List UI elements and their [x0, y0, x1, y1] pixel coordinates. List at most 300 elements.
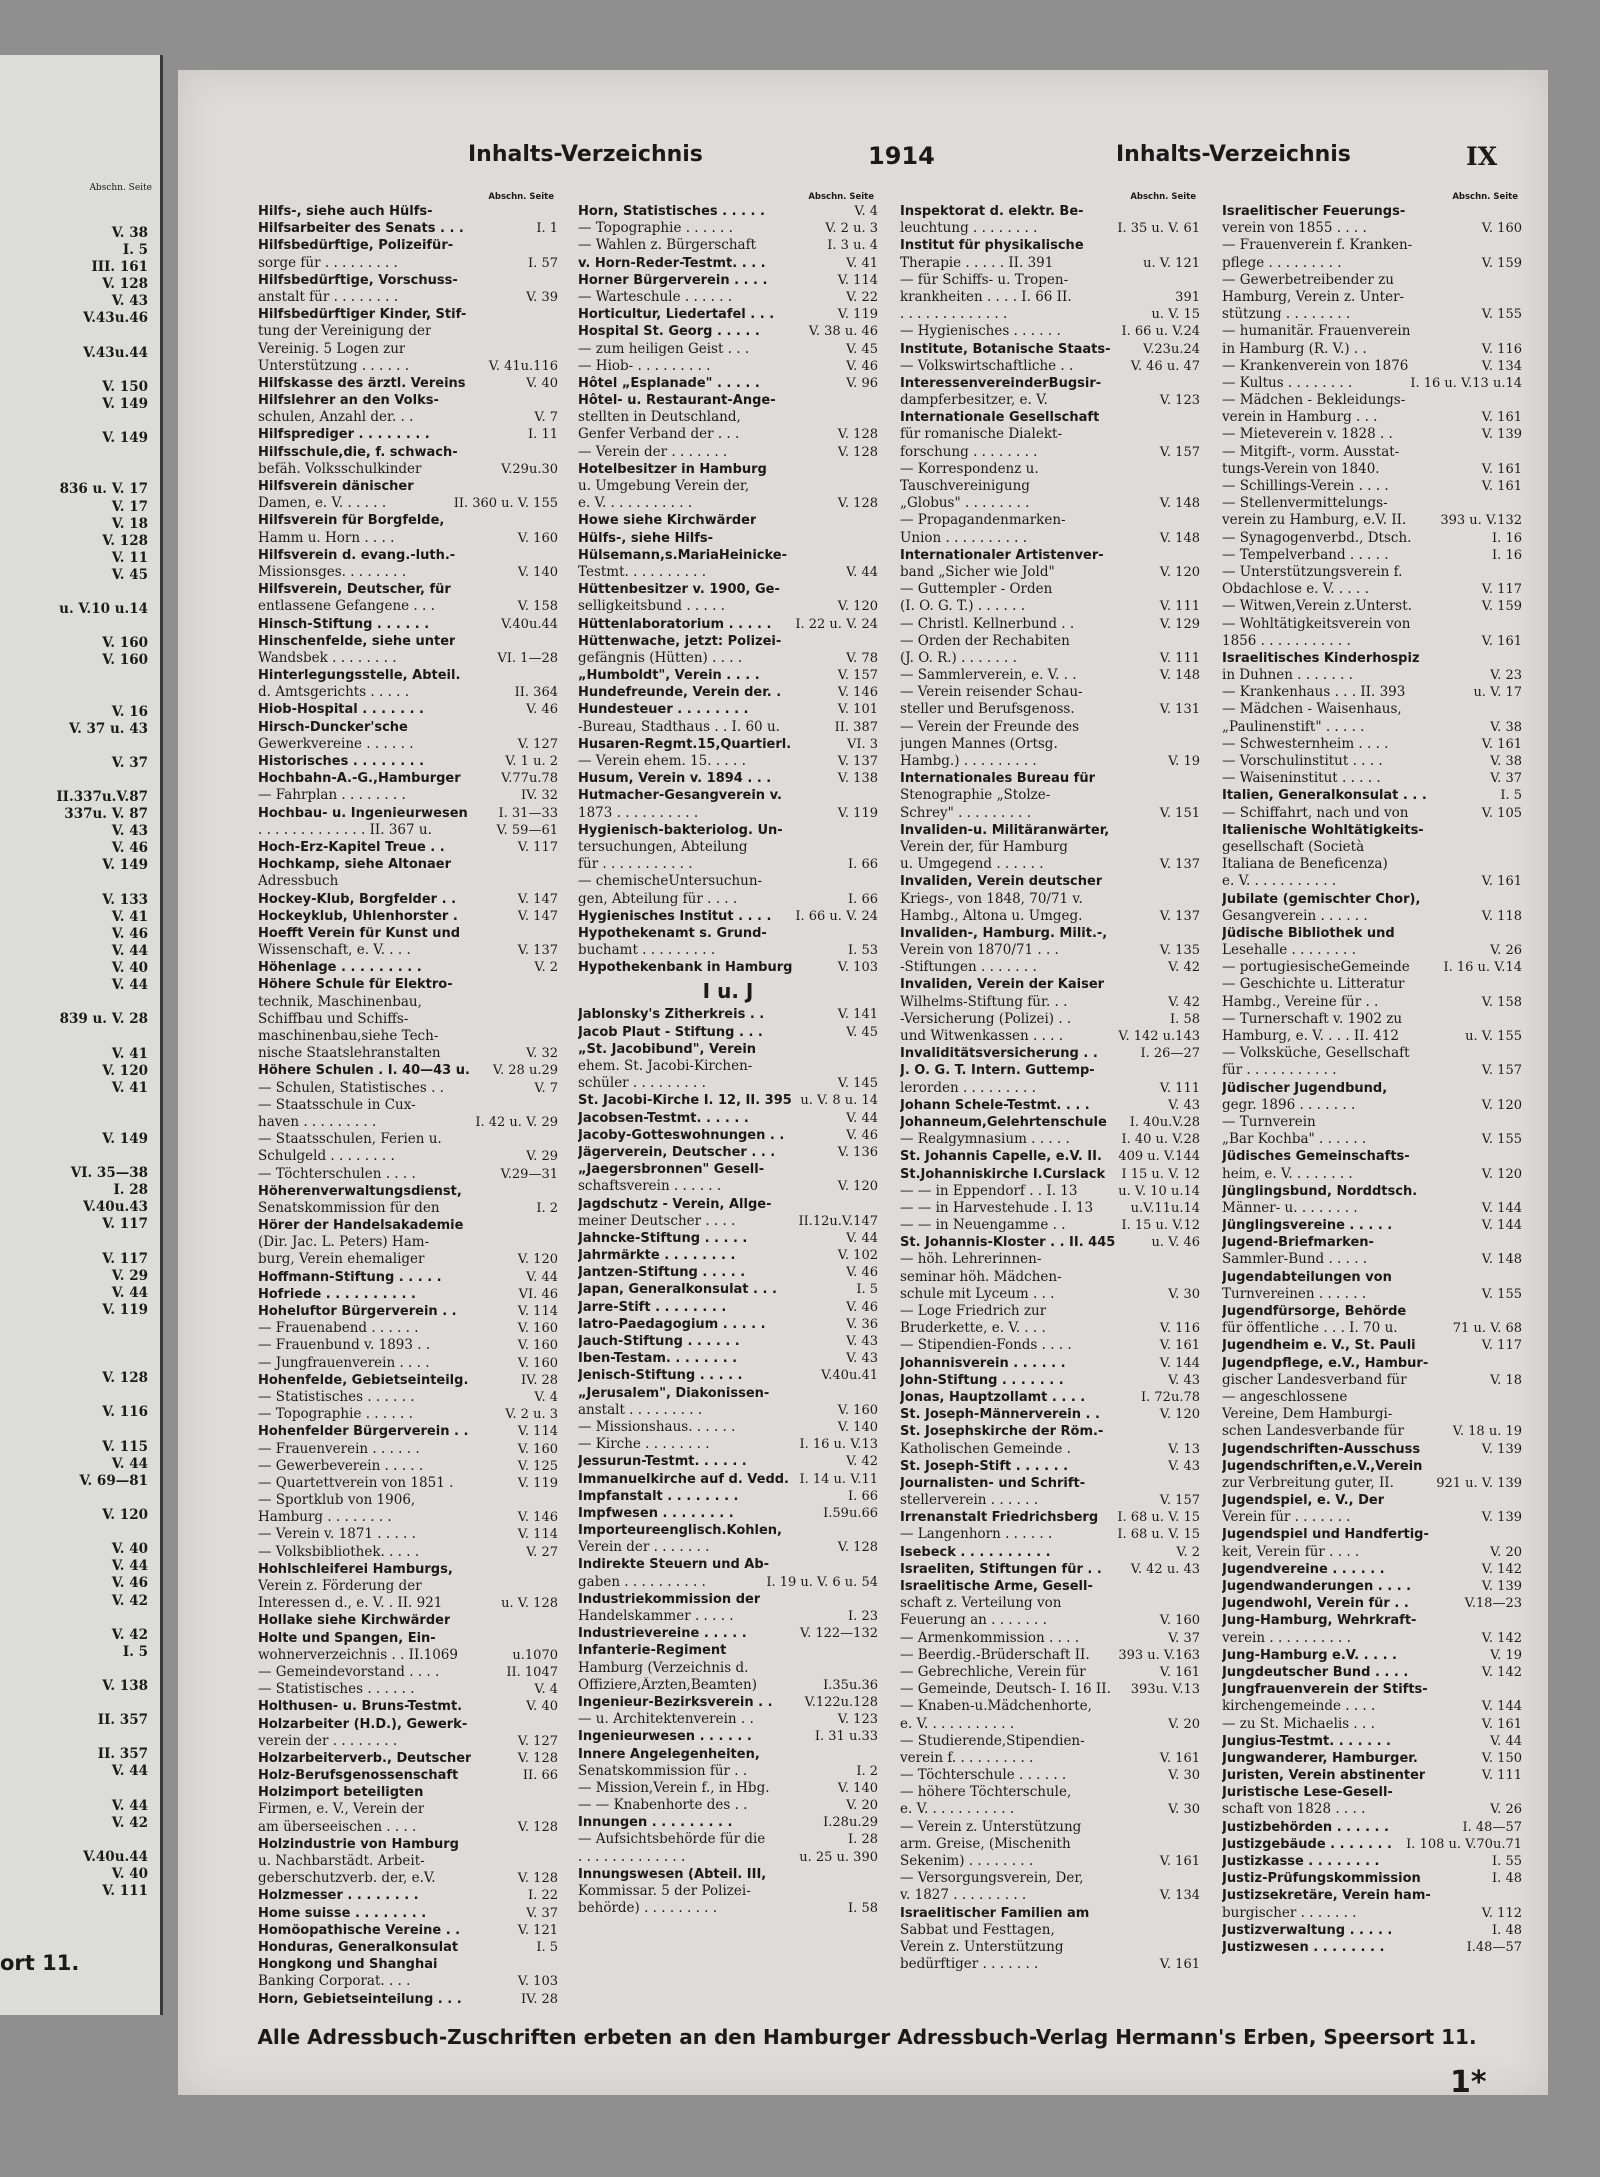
index-entry-text: Justiz-Prüfungskommission [1222, 1871, 1421, 1887]
index-entry-text: burg, Verein ehemaliger [258, 1251, 425, 1268]
index-entry-text: Hoheluftor Bürgerverein . . [258, 1304, 457, 1319]
index-entry [578, 1110, 878, 1127]
index-entry-text: d. Amtsgerichts . . . . . [258, 684, 410, 701]
index-entry-reference: V. 135 [1159, 943, 1200, 959]
index-entry-text: gegr. 1896 . . . . . . . [1222, 1096, 1356, 1113]
index-entry [1222, 873, 1522, 890]
index-entry [900, 392, 1200, 409]
index-entry-reference [1516, 1784, 1522, 1801]
index-entry-reference: V. 139 [1481, 1579, 1522, 1594]
index-entry-text: Jacob Plaut - Stiftung . . . [578, 1024, 763, 1040]
index-entry-text: — Verein z. Unterstützung [900, 1818, 1082, 1835]
index-entry-reference: IV. 28 [520, 1991, 558, 2007]
index-entry-reference [872, 547, 878, 564]
index-entry-text: verein f. . . . . . . . . . [900, 1749, 1034, 1766]
index-entry-text: Holthusen- u. Bruns-Testmt. [258, 1699, 463, 1715]
index-entry [1222, 1526, 1522, 1543]
index-entry-text: Kommissar. 5 der Polizei- [578, 1883, 751, 1899]
prev-page-reference: V. 46 [111, 840, 148, 857]
index-entry-text: Internationale Gesellschaft [900, 410, 1100, 426]
index-entry-text: — Gemeinde, Deutsch- I. 16 II. [900, 1681, 1111, 1698]
index-entry [258, 1973, 558, 1990]
index-entry-text: Unterstützung . . . . . . [258, 357, 410, 374]
index-entry-reference: V. 46 [526, 702, 558, 718]
index-entry [900, 375, 1200, 392]
index-entry-reference: u.1070 [512, 1647, 558, 1663]
prev-page-reference: V. 44 [111, 1284, 148, 1301]
index-entry-text: Hilfsprediger . . . . . . . . [258, 427, 430, 443]
index-entry [258, 1475, 558, 1492]
index-entry [900, 891, 1200, 908]
index-entry-text: — Kirche . . . . . . . . [578, 1436, 710, 1453]
index-entry [1222, 719, 1522, 736]
index-entry-text: — zum heiligen Geist . . . [578, 340, 750, 357]
index-entry-reference: V. 27 [526, 1544, 558, 1560]
index-entry-reference [872, 822, 878, 839]
index-entry-text: Schrey" . . . . . . . . . [900, 804, 1032, 821]
index-entry [258, 1389, 558, 1406]
index-entry-text: Jungius-Testmt. . . . . . . [1222, 1733, 1391, 1749]
prev-page-reference: V. 128 [102, 1370, 148, 1387]
index-entry-text: Missionsges. . . . . . . . [258, 563, 406, 580]
index-entry-reference [1516, 289, 1522, 306]
index-entry [258, 564, 558, 581]
index-entry [900, 495, 1200, 512]
prev-page-reference [28, 1661, 148, 1678]
index-entry [900, 581, 1200, 598]
index-entry-text: Husum, Verein v. 1894 . . . [578, 771, 772, 787]
index-entry-text: Invaliden-u. Militäranwärter, [900, 822, 1110, 838]
index-entry [258, 1922, 558, 1939]
index-entry-text: Höhenlage . . . . . . . . . [258, 960, 422, 976]
index-entry-reference: V. 44 [526, 1269, 558, 1285]
index-entry [900, 1200, 1200, 1217]
index-entry [1222, 1939, 1522, 1956]
index-entry-reference: V. 139 [1481, 427, 1522, 443]
index-entry [1222, 736, 1522, 753]
index-entry [258, 1767, 558, 1784]
index-entry-text: . . . . . . . . . . . . . II. 367 u. [258, 821, 432, 838]
index-entry-reference: V. 101 [837, 702, 878, 718]
index-entry [900, 1956, 1200, 1973]
index-entry-reference: I. 66 u. V. 24 [795, 908, 878, 924]
index-entry-text: Hilfsarbeiter des Senats . . . [258, 221, 464, 237]
index-entry-text: gefängnis (Hütten) . . . . [578, 649, 743, 666]
index-entry-text: Institute, Botanische Staats- [900, 341, 1111, 357]
index-entry-text: — Mädchen - Bekleidungs- [1222, 392, 1406, 409]
prev-page-reference: V. 116 [102, 1404, 148, 1421]
index-entry-reference: I. 53 [848, 943, 878, 959]
index-entry [900, 787, 1200, 804]
index-entry [578, 908, 878, 925]
index-entry-text: für . . . . . . . . . . . [578, 856, 693, 873]
index-entry [1222, 1011, 1522, 1028]
prev-page-reference [28, 1148, 148, 1165]
index-entry-text: schaft von 1828 . . . . [1222, 1801, 1366, 1818]
index-entry-text: — Sammlerverein, e. V. . . [900, 667, 1077, 684]
index-entry-text: Hamm u. Horn . . . . [258, 529, 395, 546]
index-entry-reference [552, 1784, 558, 1801]
prev-page-column [28, 225, 148, 2015]
index-entry-reference: V. 159 [1481, 255, 1522, 271]
index-entry-reference [1194, 719, 1200, 736]
index-entry-reference: u. V. 46 [1151, 1235, 1200, 1251]
index-entry-reference: I. 108 u. V.70u.71 [1406, 1836, 1522, 1852]
index-entry-reference: V. 120 [1159, 1407, 1200, 1423]
index-entry-text: Jünglingsbund, Norddtsch. [1222, 1183, 1418, 1199]
index-entry [578, 1471, 878, 1488]
index-entry [900, 1853, 1200, 1870]
index-entry [578, 1728, 878, 1745]
index-entry-text: „Jaegersbronnen" Gesell- [578, 1162, 765, 1178]
index-entry [900, 1080, 1200, 1097]
index-entry-text: Hamburg . . . . . . . . [258, 1509, 392, 1526]
index-entry [900, 1269, 1200, 1286]
index-entry [900, 1251, 1200, 1268]
index-entry-text: — zu St. Michaelis . . . [1222, 1715, 1375, 1732]
index-entry-reference [1194, 512, 1200, 529]
index-entry [258, 512, 558, 529]
index-entry-text: steller und Berufsgenoss. [900, 701, 1075, 718]
index-entry [578, 375, 878, 392]
index-entry-text: „Jerusalem", Diakonissen- [578, 1385, 770, 1401]
index-entry-text: „St. Jacobibund", Verein [578, 1041, 757, 1057]
index-entry-text: Hundefreunde, Verein der. . [578, 685, 782, 701]
index-entry [578, 358, 878, 375]
index-entry-text: Jungwanderer, Hamburger. [1222, 1750, 1418, 1766]
index-entry-reference: V. 158 [517, 599, 558, 615]
index-entry [258, 1733, 558, 1750]
index-entry-reference: V.77u.78 [501, 771, 558, 787]
index-entry [258, 1423, 558, 1440]
index-entry [900, 1011, 1200, 1028]
index-entry-text: Hörer der Handelsakademie [258, 1218, 464, 1234]
index-entry [258, 1320, 558, 1337]
index-entry [258, 1441, 558, 1458]
index-entry [258, 1406, 558, 1423]
index-entry-reference: V. 42 [1168, 994, 1200, 1010]
index-entry [258, 1080, 558, 1097]
index-page [178, 70, 1548, 2095]
index-entry-reference: V.122u.128 [804, 1694, 878, 1710]
index-entry-reference [1194, 581, 1200, 598]
prev-page-reference: V.40u.43 [83, 1199, 148, 1216]
index-entry-reference: V. 137 [517, 943, 558, 959]
index-entry-reference [1194, 272, 1200, 289]
index-entry [258, 409, 558, 426]
index-entry-text: Jugendheim e. V., St. Pauli [1222, 1338, 1416, 1354]
index-entry-reference [1516, 1234, 1522, 1251]
index-entry [578, 220, 878, 237]
index-entry-reference: V. 123 [1159, 393, 1200, 409]
prev-page-reference: V. 44 [111, 1763, 148, 1780]
index-entry [578, 1866, 878, 1883]
index-entry [900, 1114, 1200, 1131]
index-entry-reference [1516, 925, 1522, 942]
index-entry-reference: V. 38 u. 46 [808, 324, 878, 340]
prev-page-reference [28, 1422, 148, 1439]
index-entry-text: Home suisse . . . . . . . . [258, 1905, 427, 1921]
index-entry-text: Gesangverein . . . . . . [1222, 907, 1368, 924]
index-entry-reference: V. 37 [1168, 1630, 1200, 1646]
prev-page-reference: V. 40 [111, 1866, 148, 1882]
index-entry-reference [1194, 1251, 1200, 1268]
index-entry-text: Indirekte Steuern und Ab- [578, 1557, 770, 1573]
index-entry-text: maschinenbau,siehe Tech- [258, 1028, 439, 1044]
index-entry [1222, 203, 1522, 220]
index-entry-reference: 921 u. V. 139 [1436, 1475, 1522, 1491]
index-entry-reference: V. 137 [1159, 857, 1200, 873]
index-entry-text: — Studierende,Stipendien- [900, 1732, 1085, 1749]
index-entry [258, 1578, 558, 1595]
index-entry-reference [872, 1591, 878, 1608]
index-entry-reference: IV. 32 [520, 788, 558, 804]
index-entry-text: Invaliditätsversicherung . . [900, 1046, 1098, 1062]
index-entry-text: Hohenfelde, Gebietseinteilg. [258, 1372, 469, 1388]
index-entry-reference [552, 581, 558, 598]
index-entry-text: Schiffbau und Schiffs- [258, 1010, 409, 1027]
index-entry [578, 650, 878, 667]
index-entry [900, 1750, 1200, 1767]
prev-page-reference: V. 117 [102, 1216, 148, 1233]
index-entry-text: — Propagandenmarken- [900, 512, 1066, 529]
index-entry-text: v. Horn-Reder-Testmt. . . . [578, 255, 766, 271]
index-entry-text: Hüttenlaboratorium . . . . . [578, 616, 772, 632]
index-entry-text: Männer- u. . . . . . . . [1222, 1199, 1358, 1216]
index-entry-text: arm. Greise, (Mischenith [900, 1835, 1071, 1852]
index-entry-reference: I. 55 [1492, 1854, 1522, 1869]
index-entry-reference: I. 31 u.33 [814, 1729, 878, 1745]
index-entry [900, 1458, 1200, 1475]
index-entry [1222, 1819, 1522, 1836]
index-entry [1222, 1441, 1522, 1458]
index-entry [258, 1526, 558, 1543]
index-entry [258, 959, 558, 976]
prev-page-reference: V. 29 [111, 1267, 148, 1284]
index-entry [900, 736, 1200, 753]
index-entry-reference [872, 409, 878, 426]
index-entry [258, 856, 558, 873]
index-entry-text: stellerverein . . . . . . [900, 1492, 1038, 1509]
index-entry [1222, 1166, 1522, 1183]
index-entry-text: Hoch-Erz-Kapitel Treue . . [258, 839, 445, 855]
index-entry [900, 1939, 1200, 1956]
index-entry [900, 1681, 1200, 1698]
index-entry-reference: V. 161 [1159, 1957, 1200, 1973]
index-entry-reference [1516, 444, 1522, 461]
index-entry-reference [552, 1183, 558, 1200]
index-entry-text: — Frauenverein f. Kranken- [1222, 237, 1413, 254]
index-entry-reference: V.23u.24 [1143, 341, 1200, 357]
index-entry [258, 478, 558, 495]
index-entry [258, 306, 558, 323]
index-entry [900, 1664, 1200, 1681]
index-entry [258, 976, 558, 993]
index-entry-text: Homöopathische Vereine . . [258, 1922, 461, 1938]
index-entry-text: Jüdisches Gemeinschafts- [1222, 1149, 1410, 1165]
index-entry-reference: V. 142 u.143 [1118, 1029, 1200, 1044]
prev-page-reference: II. 357 [97, 1712, 148, 1729]
index-entry-text: — Hygienisches . . . . . . [900, 323, 1061, 340]
index-entry [1222, 1286, 1522, 1303]
index-entry [578, 753, 878, 770]
index-entry-text: — höh. Lehrerinnen- [900, 1251, 1042, 1268]
index-entry [900, 272, 1200, 289]
index-entry-reference [872, 633, 878, 650]
index-entry-text: Hilfsbedürftige, Vorschuss- [258, 272, 458, 288]
index-entry-reference: V.18—23 [1464, 1596, 1522, 1612]
index-entry-text: — Gewerbeverein . . . . . [258, 1457, 424, 1474]
index-entry-text: Israelitischer Feuerungs- [1222, 204, 1406, 219]
index-entry [578, 1660, 878, 1677]
index-entry [578, 959, 878, 976]
index-entry-reference: V. 128 [837, 496, 878, 512]
index-entry [578, 1746, 878, 1763]
index-entry-text: St.Johanniskirche I.Curslack [900, 1166, 1106, 1182]
index-entry [578, 805, 878, 822]
index-entry [1222, 1767, 1522, 1784]
index-entry-text: Husaren-Regmt.15,Quartierl. [578, 736, 792, 752]
index-entry-reference [552, 1716, 558, 1733]
prev-page-reference [28, 328, 148, 345]
index-entry-reference: V. 19 [1490, 1647, 1522, 1663]
index-entry [900, 1509, 1200, 1526]
index-entry [578, 1574, 878, 1591]
index-entry-reference: I. 16 u. V.13 [799, 1437, 878, 1453]
prev-page-reference: 839 u. V. 28 [59, 1011, 148, 1028]
index-entry-reference [1194, 1269, 1200, 1286]
index-entry-reference: V. 22 [846, 289, 878, 305]
index-entry-text: Jablonsky's Zitherkreis . . [578, 1007, 765, 1023]
index-entry-text: Invaliden-, Hamburg. Milit.-, [900, 925, 1108, 941]
index-entry-text: Jubilate (gemischter Chor), [1222, 891, 1421, 907]
index-entry-reference: V. 114 [517, 1527, 558, 1543]
index-entry-reference [552, 1578, 558, 1595]
index-entry-text: Hypothekenamt s. Grund- [578, 925, 767, 941]
index-entry-text: St. Joseph-Stift . . . . . . [900, 1458, 1069, 1474]
index-entry [900, 805, 1200, 822]
index-entry [1222, 1578, 1522, 1595]
index-entry-text: Höherenverwaltungsdienst, [258, 1183, 462, 1199]
index-entry-text: Handelskammer . . . . . [578, 1608, 734, 1624]
index-entry-reference [872, 787, 878, 804]
index-entry [578, 1642, 878, 1659]
index-entry [258, 547, 558, 564]
index-entry-reference: I. 57 [528, 255, 558, 271]
index-entry-text: — chemischeUntersuchun- [578, 873, 763, 890]
index-entry-reference: V. 161 [1159, 1750, 1200, 1766]
index-entry-text: Jugendspiel und Handfertig- [1222, 1527, 1429, 1543]
index-entry-reference [1194, 1905, 1200, 1922]
index-entry [900, 1801, 1200, 1818]
index-entry-reference: u. V. 155 [1465, 1029, 1522, 1044]
index-entry-text: Hülfs-, siehe Hilfs- [578, 530, 714, 546]
index-entry-reference: V. 157 [837, 668, 878, 684]
index-entry-reference [872, 1161, 878, 1178]
index-entry-reference [1194, 839, 1200, 856]
index-entry [578, 633, 878, 650]
index-entry-reference [552, 203, 558, 220]
index-entry [900, 203, 1200, 220]
index-entry [258, 1148, 558, 1165]
index-entry-reference: V. 161 [1481, 479, 1522, 494]
index-entry [1222, 856, 1522, 873]
index-entry-reference: V. 142 [1481, 1664, 1522, 1680]
index-entry-reference [1516, 1526, 1522, 1543]
index-entry-text: Impfwesen . . . . . . . . [578, 1505, 734, 1521]
index-entry-reference: V. 37 [1490, 771, 1522, 787]
index-entry-reference: V. 111 [1159, 650, 1200, 666]
prev-page-reference [28, 1832, 148, 1849]
index-entry [900, 1097, 1200, 1114]
index-entry-text: — Topographie . . . . . . [258, 1406, 413, 1423]
index-entry-text: — Statistisches . . . . . . [258, 1681, 415, 1698]
index-entry [1222, 1647, 1522, 1664]
index-entry [258, 203, 558, 220]
index-entry-reference [552, 633, 558, 650]
index-entry-text: Hilfs-, siehe auch Hülfs- [258, 204, 433, 219]
index-entry-reference: V. 20 [1490, 1544, 1522, 1560]
index-entry [900, 1922, 1200, 1939]
index-entry-text: Johann Schele-Testmt. . . . [900, 1097, 1090, 1113]
index-entry-text: wohnerverzeichnis . . II.1069 [258, 1646, 458, 1663]
index-entry-text: Hockeyklub, Uhlenhorster . [258, 908, 458, 924]
index-entry-reference: V. 4 [534, 1389, 558, 1405]
index-entry [1222, 1131, 1522, 1148]
index-entry-text: — Frauenbund v. 1893 . . [258, 1337, 431, 1354]
index-entry-text: -Bureau, Stadthaus . . I. 60 u. [578, 718, 780, 735]
index-entry-reference: I. 68 u. V. 15 [1117, 1510, 1200, 1526]
index-entry-reference: I.48—57 [1466, 1939, 1522, 1955]
index-entry [258, 1647, 558, 1664]
index-entry-reference: I. 66 [848, 857, 878, 873]
index-entry [1222, 770, 1522, 787]
index-entry [258, 925, 558, 942]
index-entry [578, 1264, 878, 1281]
index-entry [1222, 839, 1522, 856]
index-entry-reference: V. 46 u. 47 [1130, 358, 1200, 374]
index-entry-text: — Verein reisender Schau- [900, 684, 1083, 701]
prev-page-reference [28, 1336, 148, 1353]
index-entry [1222, 1028, 1522, 1045]
index-entry-text: — Missionshaus. . . . . . [578, 1418, 736, 1435]
index-entry-text: Israelitische Arme, Gesell- [900, 1579, 1093, 1594]
index-entry [1222, 461, 1522, 478]
prev-page-reference [28, 1610, 148, 1627]
index-entry-reference [872, 1196, 878, 1213]
index-entry [900, 1578, 1200, 1595]
index-entry-reference [552, 512, 558, 529]
index-entry-text: — Töchterschule . . . . . . [900, 1767, 1067, 1784]
prev-page-reference [28, 413, 148, 430]
index-entry [900, 461, 1200, 478]
index-entry-reference [1194, 1819, 1200, 1836]
prev-page-reference: V. 138 [102, 1677, 148, 1694]
index-entry-reference [1516, 392, 1522, 409]
index-entry-reference: V. 144 [1481, 1200, 1522, 1216]
index-entry-text: Hochkamp, siehe Altonaer [258, 857, 452, 873]
prev-page-reference [28, 875, 148, 892]
index-entry-reference: V. 117 [1481, 582, 1522, 598]
index-entry-reference: V. 119 [837, 805, 878, 821]
index-entry [258, 1028, 558, 1045]
index-entry-reference [1194, 547, 1200, 564]
index-entry-text: Jünglingsvereine . . . . . [1222, 1218, 1393, 1234]
index-entry [900, 1561, 1200, 1578]
index-entry-text: Turnvereinen . . . . . . [1222, 1285, 1367, 1302]
index-entry-text: am überseeischen . . . . [258, 1818, 417, 1835]
index-entry [1222, 1320, 1522, 1337]
